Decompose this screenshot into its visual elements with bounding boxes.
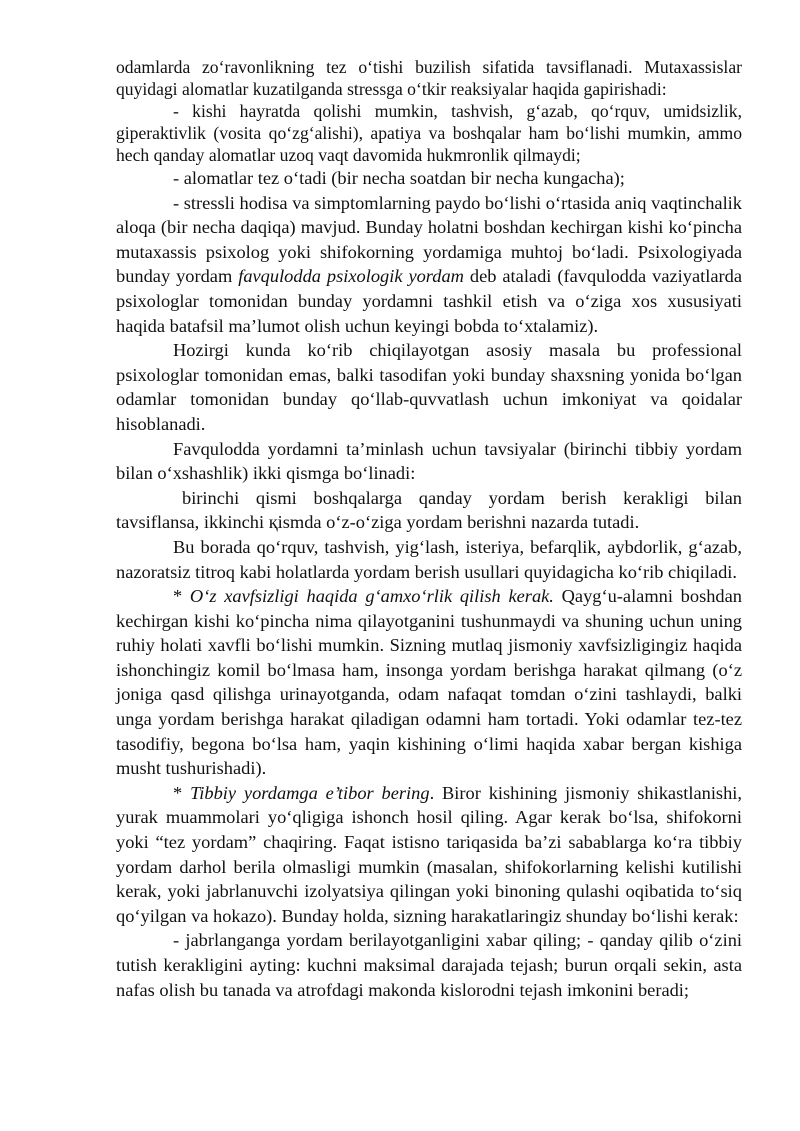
- document-page: [116, 56, 742, 1002]
- paragraph-own-safety: [116, 584, 742, 781]
- paragraph-medical-help: [116, 781, 742, 929]
- paragraph-text: *: [173, 782, 191, 803]
- emphasized-heading: Tibbiy yordamga e’tibor bering: [190, 782, 430, 803]
- paragraph-main-issue: Hozirgi kunda ko‘rib chiqilayotgan asosiy masala bu professional psixologlar tomonidan emas, balki tasodifan yoki bunday shaxsning yonida bo‘lgan odamlar tomonidan bunday qo‘llab-quvvatlash uchun imkoniyat va qoidalar hisoblanadi.: [116, 340, 742, 434]
- paragraph-two-parts: birinchi qismi boshqalarga qanday yordam berish kerakligi bilan tavsiflansa, ikkinchi қismda o‘z-o‘ziga yordam berishni nazarda tutadi.: [116, 487, 742, 533]
- paragraph-text: . Biror kishining jismoniy shikastlanishi, yurak muammolari yo‘qligiga ishonch hosil qiling. Agar kerak bo‘lsa, shifokorni yoki “tez yordam” chaqiring. Faqat istisno tariqasida ba’zi sabablarga ko‘ra tibbiy yordam darhol berila olmasligi mumkin (masalan, shifokorlarning kelishi kutilishi kerak, yoki jabrlanuvchi izolyatsiya qilingan yoki binoning qulashi oqibatida to‘siq qo‘yilgan va hokazo). Bunday holda, sizning harakatlaringiz shunday bo‘lishi kerak:: [116, 782, 742, 926]
- paragraph-continuation: odamlarda zo‘ravonlikning tez o‘tishi buzilish sifatida tavsiflanadi. Mutaxassislar quyidagi alomatlar kuzatilganda stressga o‘tkir reaksiyalar haqida gapirishadi:: [116, 57, 742, 99]
- paragraph-actions: - jabrlanganga yordam berilayotganligini xabar qiling; - qanday qilib o‘zini tutish kerakligini ayting: kuchni maksimal darajada tejash; burun orqali sekin, asta nafas olish bu tanada va atrofdagi makonda kislorodni tejash imkonini beradi;: [116, 930, 742, 1000]
- paragraph-text: deb ataladi (favqulodda vaziyatlarda psixologlar tomonidan bunday yordamni tashkil etish va o‘ziga xos xususiyati haqida batafsil ma’lumot olish uchun keyingi bobda to‘xtalamiz).: [116, 266, 742, 336]
- paragraph-text: *: [173, 586, 190, 607]
- paragraph-text: - stressli hodisa va simptomlarning paydo bo‘lishi o‘rtasida aniq vaqtinchalik aloqa (bir necha daqiqa) mavjud. Bunday holatni boshdan kechirgan kishi ko‘pincha mutaxassis psixolog yoki shifokorning yordamiga muhtoj bo‘ladi. Psixologiyada bunday yordam: [116, 192, 742, 287]
- paragraph-text: Qayg‘u-alamni boshdan kechirgan kishi ko‘pincha nima qilayotganini tushunmaydi va shuning uchun uning ruhiy holati xavfli bo‘lishi mumkin. Sizning mutlaq jismoniy xavfsizligingiz haqida ishonchingiz komil bo‘lmasa ham, insonga yordam berishga harakat qilmang (o‘z joniga qasd qilishga urinayotganda, odam nafaqat tomdan o‘zini tashlaydi, balki unga yordam berishga harakat qiladigan odamni ham tortadi. Yoki odamlar tez-tez tasodifiy, begona bo‘lsa ham, yaqin kishining o‘limi haqida xabar bergan kishiga musht tushurishadi).: [116, 586, 742, 779]
- paragraph-symptom-list-item-3: [116, 191, 742, 339]
- paragraph-symptom-list-item-1: - kishi hayratda qolishi mumkin, tashvish, g‘azab, qo‘rquv, umidsizlik, giperaktivlik (vosita qo‘zg‘alishi), apatiya va boshqalar ham bo‘lishi mumkin, ammo hech qanday alomatlar uzoq vaqt davomida hukmronlik qilmaydi;: [116, 101, 742, 165]
- paragraph-recommendations: Favqulodda yordamni ta’minlash uchun tavsiyalar (birinchi tibbiy yordam bilan o‘xshashlik) ikki qismga bo‘linadi:: [116, 438, 742, 484]
- paragraph-symptom-list-item-2: - alomatlar tez o‘tadi (bir necha soatdan bir necha kungacha);: [173, 168, 625, 188]
- emphasized-term: favqulodda psixologik yordam: [238, 266, 464, 287]
- emphasized-heading: O‘z xavfsizligi haqida g‘amxo‘rlik qilish kerak.: [189, 586, 554, 607]
- paragraph-methods: Bu borada qo‘rquv, tashvish, yig‘lash, isteriya, befarqlik, aybdorlik, g‘azab, nazoratsiz titroq kabi holatlarda yordam berish usullari quyidagicha ko‘rib chiqiladi.: [116, 536, 742, 582]
